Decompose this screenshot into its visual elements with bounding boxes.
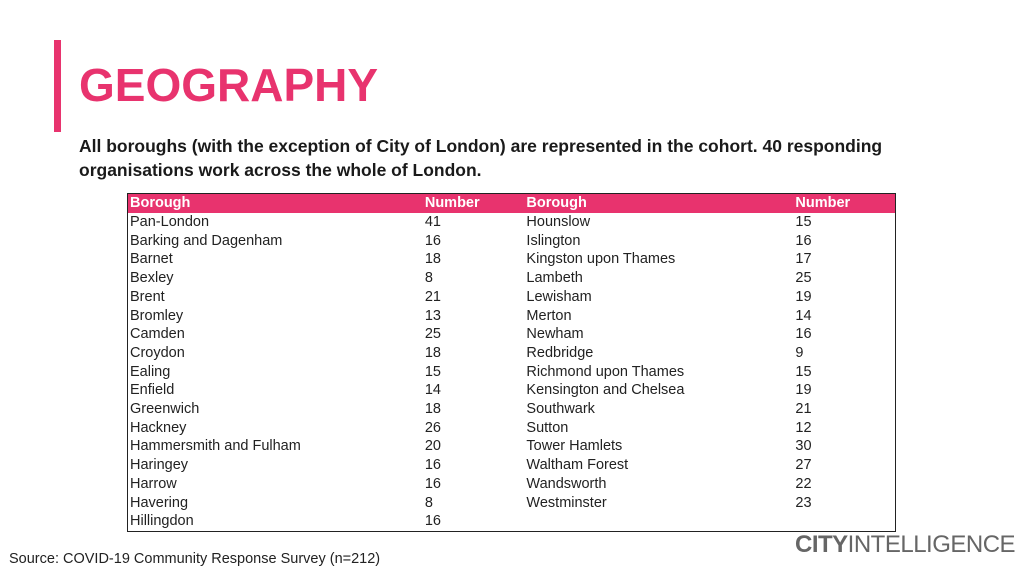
table-body (128, 213, 896, 531)
number-cell: 13 (424, 307, 441, 324)
number-cell: 26 (424, 419, 441, 436)
number-cell: 20 (424, 438, 441, 455)
borough-cell: Hillingdon (130, 513, 194, 530)
number-cell: 15 (795, 214, 812, 230)
table-row (128, 325, 896, 344)
table-row (128, 213, 896, 232)
number-cell: 18 (424, 401, 441, 418)
logo-city: CITY (795, 531, 848, 558)
number-cell: 21 (795, 401, 812, 418)
number-cell: 16 (795, 326, 812, 343)
table-row (128, 400, 896, 419)
borough-cell: Camden (130, 326, 185, 343)
number-cell: 19 (795, 288, 812, 305)
borough-cell: Haringey (130, 457, 189, 474)
number-cell: 19 (795, 382, 812, 399)
header-borough-2: Borough (524, 194, 793, 214)
borough-cell: Bromley (130, 307, 184, 324)
borough-cell: Waltham Forest (526, 457, 629, 474)
table-row (128, 437, 896, 456)
table-row (128, 307, 896, 326)
page-subtitle: All boroughs (with the exception of City of London) are represented in the cohort. 40 responding organisations work across the whole of London. (79, 136, 883, 180)
borough-cell: Kensington and Chelsea (526, 382, 685, 399)
number-cell: 22 (795, 475, 812, 492)
number-cell: 16 (424, 457, 441, 474)
number-cell: 8 (424, 494, 433, 511)
number-cell: 30 (795, 438, 812, 455)
borough-cell: Lewisham (526, 288, 592, 305)
borough-cell: Redbridge (526, 344, 594, 361)
number-cell: 17 (795, 251, 812, 268)
number-cell: 23 (795, 494, 812, 511)
borough-cell: Croydon (130, 344, 185, 361)
table-row (128, 381, 896, 400)
number-cell: 8 (424, 270, 433, 287)
borough-cell: Brent (130, 288, 165, 305)
table-row (128, 344, 896, 363)
table-row (128, 512, 896, 531)
borough-cell: Southwark (526, 401, 595, 418)
header-number-2: Number (793, 194, 895, 214)
borough-cell: Hammersmith and Fulham (130, 438, 301, 455)
number-cell: 9 (795, 344, 804, 361)
number-cell: 16 (795, 232, 812, 249)
borough-cell (524, 512, 793, 531)
borough-table (127, 193, 896, 532)
table-row (128, 494, 896, 513)
number-cell: 12 (795, 419, 812, 436)
city-intelligence-logo (795, 531, 1015, 559)
table-row (128, 288, 896, 307)
number-cell: 41 (424, 214, 441, 230)
borough-cell: Hounslow (526, 214, 591, 230)
borough-cell: Harrow (130, 475, 177, 492)
number-cell: 27 (795, 457, 812, 474)
table-row (128, 363, 896, 382)
header-borough-1: Borough (128, 194, 423, 214)
number-cell: 25 (424, 326, 441, 343)
borough-cell: Kingston upon Thames (526, 251, 676, 268)
table-row (128, 232, 896, 251)
table-row (128, 456, 896, 475)
borough-cell: Islington (526, 232, 581, 249)
borough-cell: Enfield (130, 382, 175, 399)
number-cell: 18 (424, 344, 441, 361)
source-note: Source: COVID-19 Community Response Survey (n=212) (9, 551, 381, 567)
borough-cell: Newham (526, 326, 584, 343)
table-row (128, 475, 896, 494)
number-cell (793, 512, 895, 531)
number-cell: 21 (424, 288, 441, 305)
borough-cell: Hackney (130, 419, 187, 436)
borough-cell: Westminster (526, 494, 607, 511)
borough-cell: Sutton (526, 419, 569, 436)
borough-cell: Greenwich (130, 401, 200, 418)
borough-cell: Pan-London (130, 214, 210, 230)
borough-cell: Barking and Dagenham (130, 232, 283, 249)
table-row (128, 269, 896, 288)
number-cell: 16 (424, 232, 441, 249)
title-accent-bar (54, 40, 61, 132)
number-cell: 16 (424, 475, 441, 492)
table-row (128, 419, 896, 438)
borough-cell: Bexley (130, 270, 174, 287)
logo-intelligence: INTELLIGENCE (847, 531, 1016, 558)
header-number-1: Number (423, 194, 525, 214)
borough-cell: Wandsworth (526, 475, 607, 492)
table-row (128, 250, 896, 269)
table-header-row (128, 194, 896, 214)
borough-cell: Ealing (130, 363, 171, 380)
borough-cell: Merton (526, 307, 572, 324)
number-cell: 16 (424, 513, 441, 530)
number-cell: 18 (424, 251, 441, 268)
number-cell: 15 (795, 363, 812, 380)
borough-cell: Richmond upon Thames (526, 363, 685, 380)
borough-cell: Barnet (130, 251, 173, 268)
borough-cell: Havering (130, 494, 189, 511)
number-cell: 14 (795, 307, 812, 324)
borough-cell: Lambeth (526, 270, 583, 287)
number-cell: 15 (424, 363, 441, 380)
number-cell: 14 (424, 382, 441, 399)
borough-cell: Tower Hamlets (526, 438, 623, 455)
number-cell: 25 (795, 270, 812, 287)
page-title: GEOGRAPHY (79, 59, 379, 111)
